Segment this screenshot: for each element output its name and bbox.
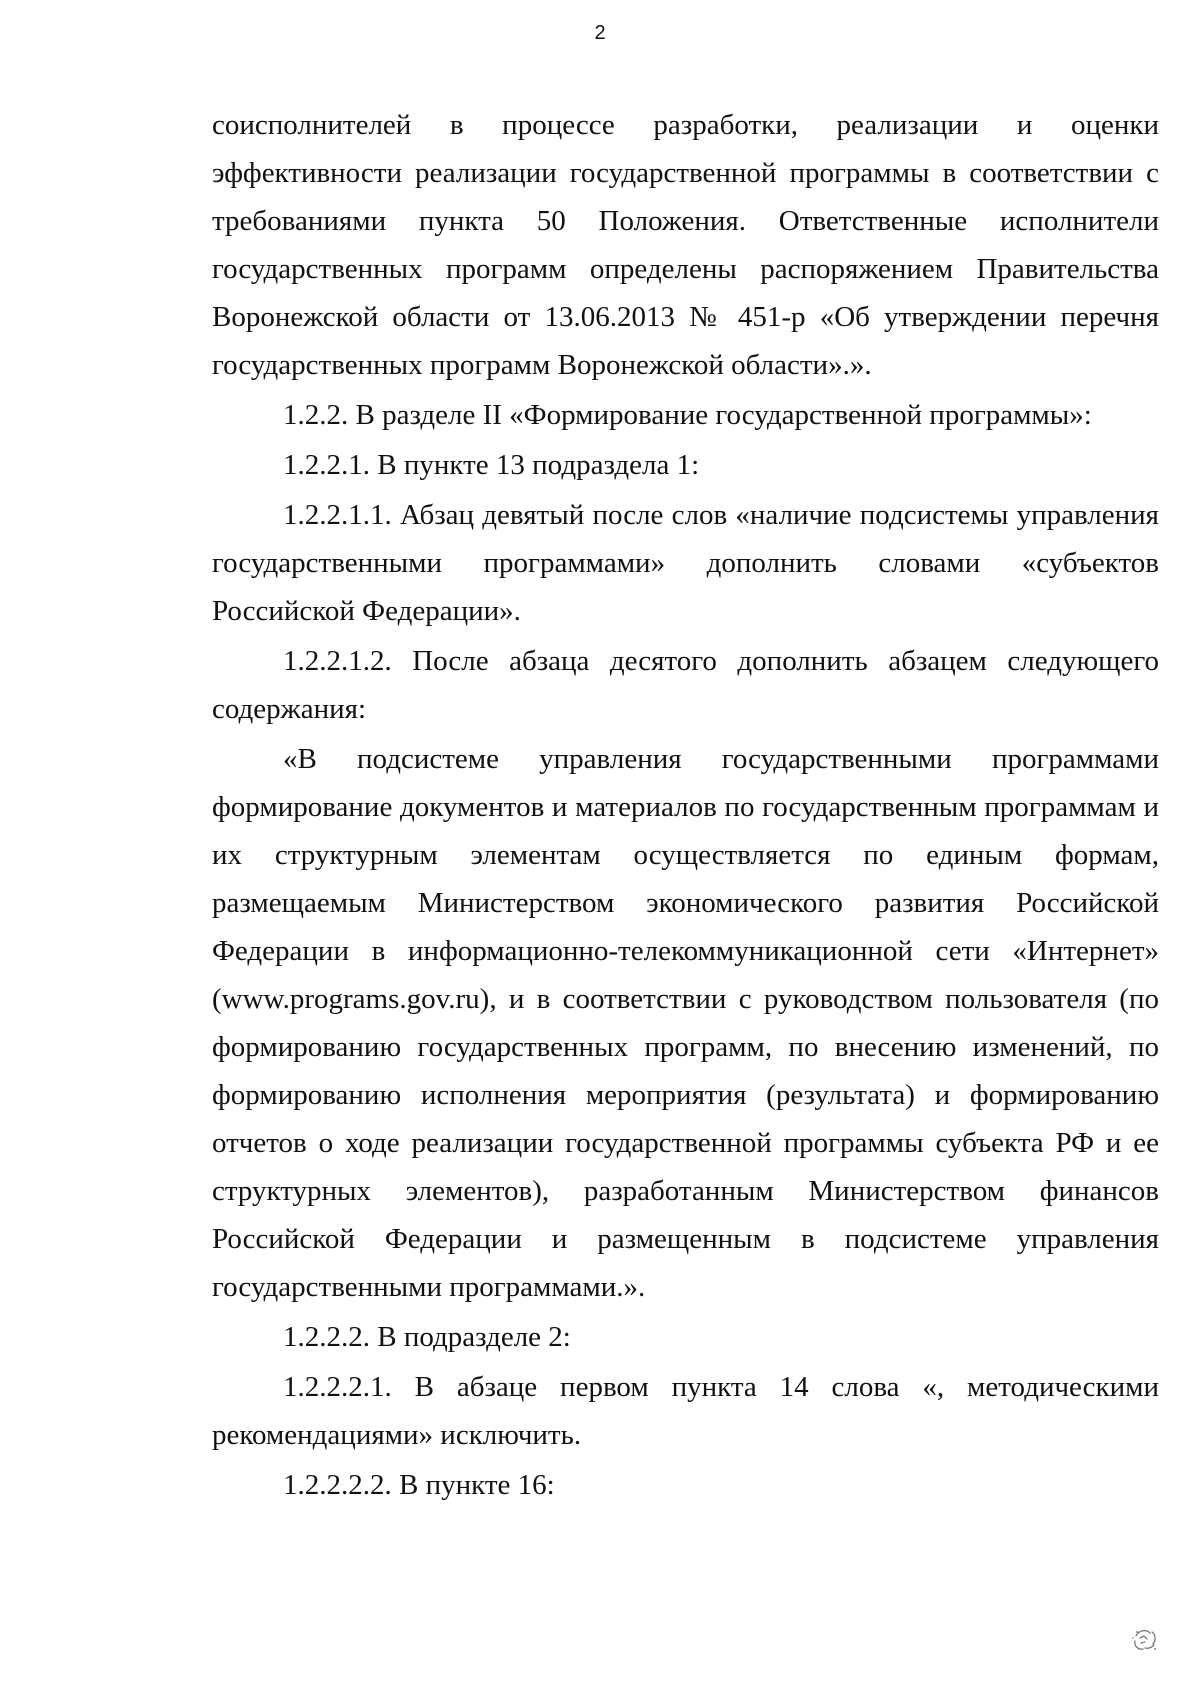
page-number: 2 (594, 22, 606, 44)
paragraph: 1.2.2. В разделе II «Формирование государственной программы»: (283, 399, 1092, 431)
paragraph: 1.2.2.1. В пункте 13 подраздела 1: (283, 449, 700, 481)
paragraph: 1.2.2.2. В подразделе 2: (283, 1321, 571, 1353)
paragraph: 1.2.2.1.2. После абзаца десятого дополнить абзацем следующего содержания: (212, 645, 1159, 725)
scribble-mark-icon (1130, 1626, 1160, 1654)
paragraph: 1.2.2.2.1. В абзаце первом пункта 14 слова «, методическими рекомендациями» исключить. (212, 1371, 1159, 1451)
paragraph: «В подсистеме управления государственными программами формирование документов и материалов по государственным программам и их структурным элементам осуществляется по единым формам, размещаемым Министерством экономического развития Российской Федерации в информационно-телекоммуникационной сети «Интернет» (www.programs.gov.ru), и в соответствии с руководством пользователя (по формированию государственных программ, по внесению изменений, по формированию исполнения мероприятия (результата) и формированию отчетов о ходе реализации государственной программы субъекта РФ и ее структурных элементов), разработанным Министерством финансов Российской Федерации и размещенным в подсистеме управления государственными программами.». (212, 743, 1159, 1303)
paragraph: 1.2.2.1.1. Абзац девятый после слов «наличие подсистемы управления государственными программами» дополнить словами «субъектов Российской Федерации». (212, 499, 1159, 627)
paragraph: 1.2.2.2.2. В пункте 16: (283, 1469, 555, 1501)
paragraph: соисполнителей в процессе разработки, реализации и оценки эффективности реализации государственной программы в соответствии с требованиями пункта 50 Положения. Ответственные исполнители государственных программ определены распоряжением Правительства Воронежской области от 13.06.2013 № 451-р «Об утверждении перечня государственных программ Воронежской области».». (212, 109, 1159, 381)
document-body (212, 101, 1159, 1509)
